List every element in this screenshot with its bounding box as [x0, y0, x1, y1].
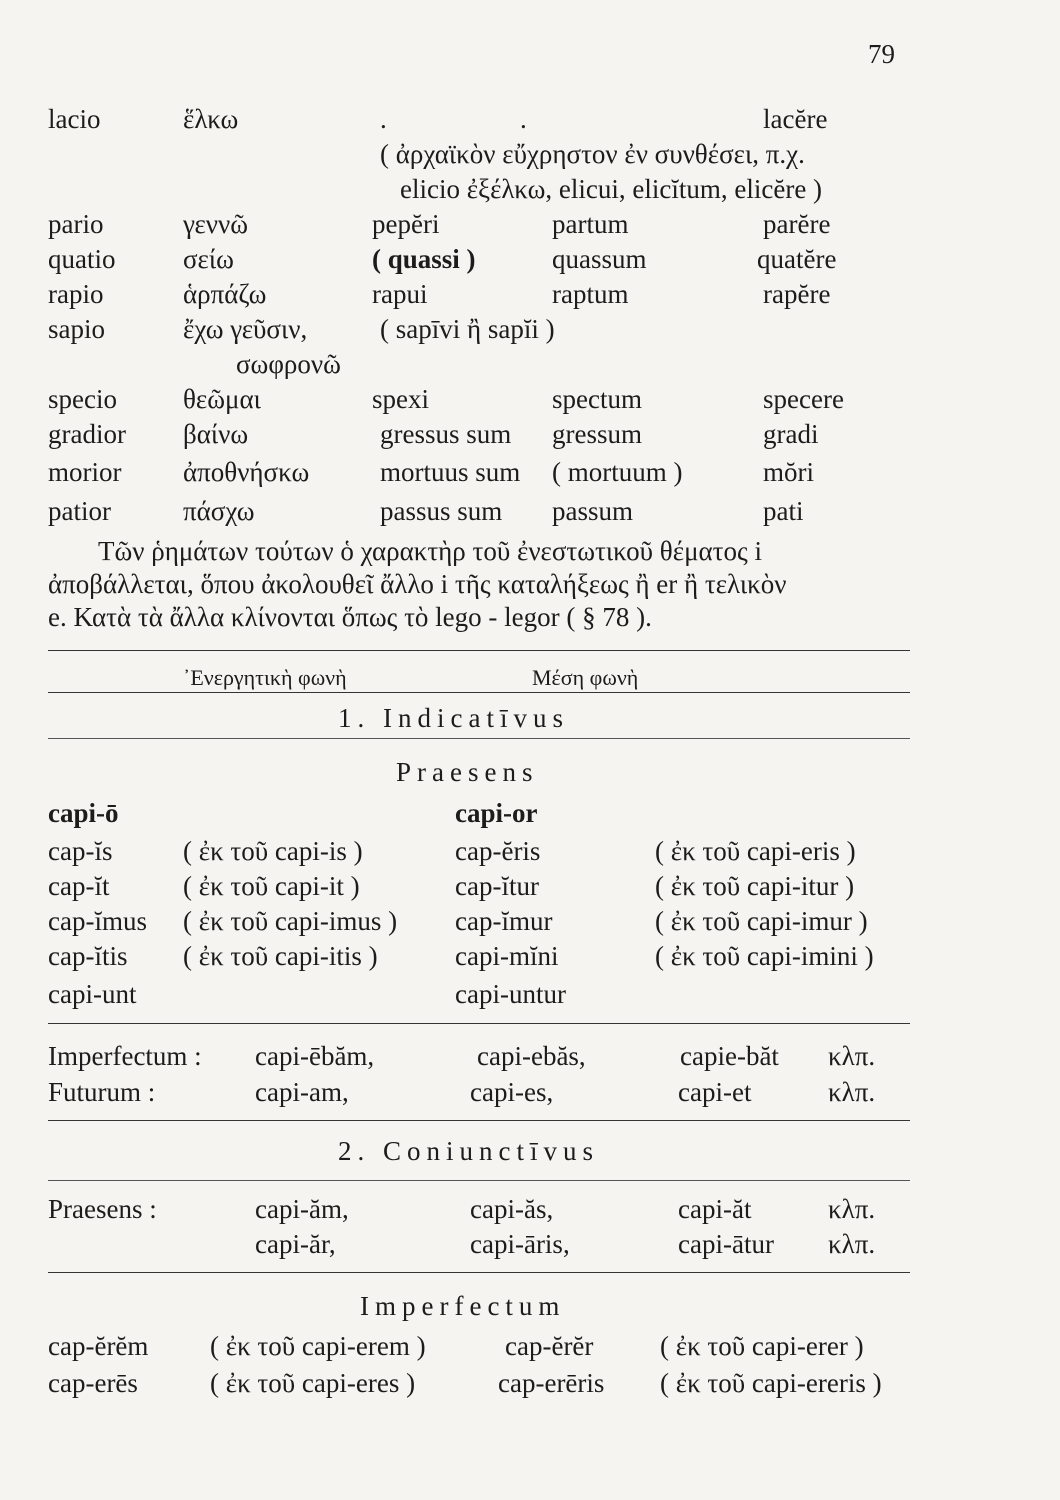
verb-inf: pati	[763, 496, 804, 526]
verb-lat: morior	[48, 457, 122, 487]
verb-lat: sapio	[48, 314, 105, 344]
tense-label: Futurum :	[48, 1077, 156, 1107]
verb-inf: parĕre	[763, 209, 831, 239]
tense-label: Praesens :	[48, 1194, 157, 1224]
verb-sup: gressum	[552, 419, 642, 449]
form: capi-et	[678, 1077, 752, 1107]
etc: κλπ.	[828, 1194, 876, 1224]
form-active: capi-ō	[48, 798, 119, 828]
form-active: cap-ĭmus	[48, 906, 147, 936]
verb-lat: lacio	[48, 104, 101, 134]
form: capi-āris,	[470, 1229, 570, 1259]
verb-inf: quatĕre	[757, 244, 837, 274]
etc: κλπ.	[828, 1041, 876, 1071]
page-number: 79	[868, 39, 895, 69]
verb-perf: ( sapīvi ἢ sapĭi )	[380, 314, 555, 344]
verb-inf: mŏri	[763, 457, 814, 487]
verb-gr: ἀποθνήσκω	[183, 457, 310, 487]
form-active: cap-ĭt	[48, 871, 110, 901]
section-heading: 2. Coniunctīvus	[338, 1136, 600, 1166]
verb-gr: ἁρπάζω	[183, 279, 267, 309]
form-middle: capi-mĭni	[455, 941, 559, 971]
form-active: cap-ĭtis	[48, 941, 128, 971]
form-note: ( ἐκ τοῦ capi-eris )	[655, 836, 856, 866]
form-middle: cap-ĕris	[455, 836, 541, 866]
verb-perf: spexi	[372, 384, 429, 414]
verb-inf: rapĕre	[763, 279, 831, 309]
form-middle: capi-or	[455, 798, 538, 828]
form-middle: cap-ĭmur	[455, 906, 553, 936]
form-note: ( ἐκ τοῦ capi-erem )	[210, 1331, 426, 1361]
form: capi-ăt	[678, 1194, 752, 1224]
form-note: ( ἐκ τοῦ capi-is )	[183, 836, 363, 866]
verb-lat: specio	[48, 384, 117, 414]
verb-perf: pepĕri	[372, 209, 440, 239]
verb-gr: ἔχω γεῦσιν,	[183, 314, 308, 344]
divider	[48, 1120, 910, 1121]
divider	[48, 1272, 910, 1273]
divider	[48, 1180, 910, 1181]
form-note: ( ἐκ τοῦ capi-itis )	[183, 941, 378, 971]
paragraph-line: e. Κατὰ τὰ ἄλλα κλίνονται ὅπως τὸ lego - legor ( § 78 ).	[48, 602, 652, 632]
form-middle: capi-untur	[455, 979, 566, 1009]
form-note: ( ἐκ τοῦ capi-ereris )	[660, 1368, 882, 1398]
form: capi-es,	[470, 1077, 554, 1107]
verb-sup: ( mortuum )	[552, 457, 683, 487]
divider	[48, 1023, 910, 1024]
form-note: ( ἐκ τοῦ capi-erer )	[660, 1331, 864, 1361]
verb-sup: passum	[552, 496, 633, 526]
verb-perf: mortuus sum	[380, 457, 521, 487]
form-active: cap-ĕrĕm	[48, 1331, 149, 1361]
lacio-note: elicio ἐξέλκω, elicui, elicĭtum, elicĕre )	[400, 174, 823, 204]
verb-sup: raptum	[552, 279, 629, 309]
etc: κλπ.	[828, 1229, 876, 1259]
form: capie-băt	[680, 1041, 779, 1071]
verb-perf: rapui	[372, 279, 428, 309]
verb-inf: specere	[763, 384, 844, 414]
subsection-heading: Imperfectum	[360, 1291, 566, 1321]
verb-lat: patior	[48, 496, 111, 526]
verb-perf: passus sum	[380, 496, 503, 526]
form-note: ( ἐκ τοῦ capi-imini )	[655, 941, 874, 971]
etc: κλπ.	[828, 1077, 876, 1107]
verb-lat: rapio	[48, 279, 104, 309]
verb-lat: gradior	[48, 419, 126, 449]
form-note: ( ἐκ τοῦ capi-eres )	[210, 1368, 416, 1398]
verb-gr: γεννῶ	[183, 209, 248, 239]
form-note: ( ἐκ τοῦ capi-itur )	[655, 871, 855, 901]
divider	[48, 738, 910, 739]
form-middle: cap-erēris	[498, 1368, 605, 1398]
section-heading: 1. Indicatīvus	[338, 703, 569, 733]
verb-lat: quatio	[48, 244, 116, 274]
verb-inf: lacĕre	[763, 104, 828, 134]
verb-lat: pario	[48, 209, 104, 239]
divider	[48, 692, 910, 693]
form-active: cap-ĭs	[48, 836, 113, 866]
form: capi-ăs,	[470, 1194, 554, 1224]
form: capi-ăr,	[255, 1229, 336, 1259]
verb-sup: spectum	[552, 384, 642, 414]
paragraph-line: Τῶν ῥημάτων τούτων ὁ χαρακτὴρ τοῦ ἐνεστωτικοῦ θέματος i	[98, 536, 762, 566]
form: capi-am,	[255, 1077, 349, 1107]
verb-gr: πάσχω	[183, 496, 255, 526]
form-active: capi-unt	[48, 979, 137, 1009]
verb-gr: θεῶμαι	[183, 384, 261, 414]
divider	[48, 650, 910, 651]
verb-gr: βαίνω	[183, 419, 249, 449]
lacio-note: ( ἀρχαϊκὸν εὔχρηστον ἐν συνθέσει, π.χ.	[380, 139, 805, 169]
subsection-heading: Praesens	[396, 757, 539, 787]
verb-gr: σείω	[183, 244, 234, 274]
verb-sup: .	[520, 104, 527, 134]
form-active: cap-erēs	[48, 1368, 138, 1398]
header-middle-voice: Μέση φωνὴ	[532, 665, 639, 690]
verb-gr: σωφρονῶ	[236, 349, 341, 379]
form-note: ( ἐκ τοῦ capi-it )	[183, 871, 360, 901]
verb-perf: gressus sum	[380, 419, 512, 449]
verb-inf: gradi	[763, 419, 819, 449]
paragraph-line: ἀποβάλλεται, ὅπου ἀκολουθεῖ ἄλλο i τῆς καταλήξεως ἢ er ἢ τελικὸν	[48, 569, 787, 599]
form: capi-ăm,	[255, 1194, 349, 1224]
tense-label: Imperfectum :	[48, 1041, 202, 1071]
form: capi-ātur	[678, 1229, 774, 1259]
form-middle: cap-ĭtur	[455, 871, 539, 901]
verb-sup: quassum	[552, 244, 647, 274]
form: capi-ēbăm,	[255, 1041, 375, 1071]
form-note: ( ἐκ τοῦ capi-imur )	[655, 906, 868, 936]
verb-perf: ( quassi )	[372, 244, 476, 274]
form-middle: cap-ĕrĕr	[505, 1331, 594, 1361]
verb-gr: ἕλκω	[183, 104, 239, 134]
form: capi-ebăs,	[477, 1041, 586, 1071]
header-active-voice: ᾿Ενεργητικὴ φωνὴ	[183, 665, 347, 690]
verb-perf: .	[380, 104, 387, 134]
form-note: ( ἐκ τοῦ capi-imus )	[183, 906, 398, 936]
verb-sup: partum	[552, 209, 629, 239]
